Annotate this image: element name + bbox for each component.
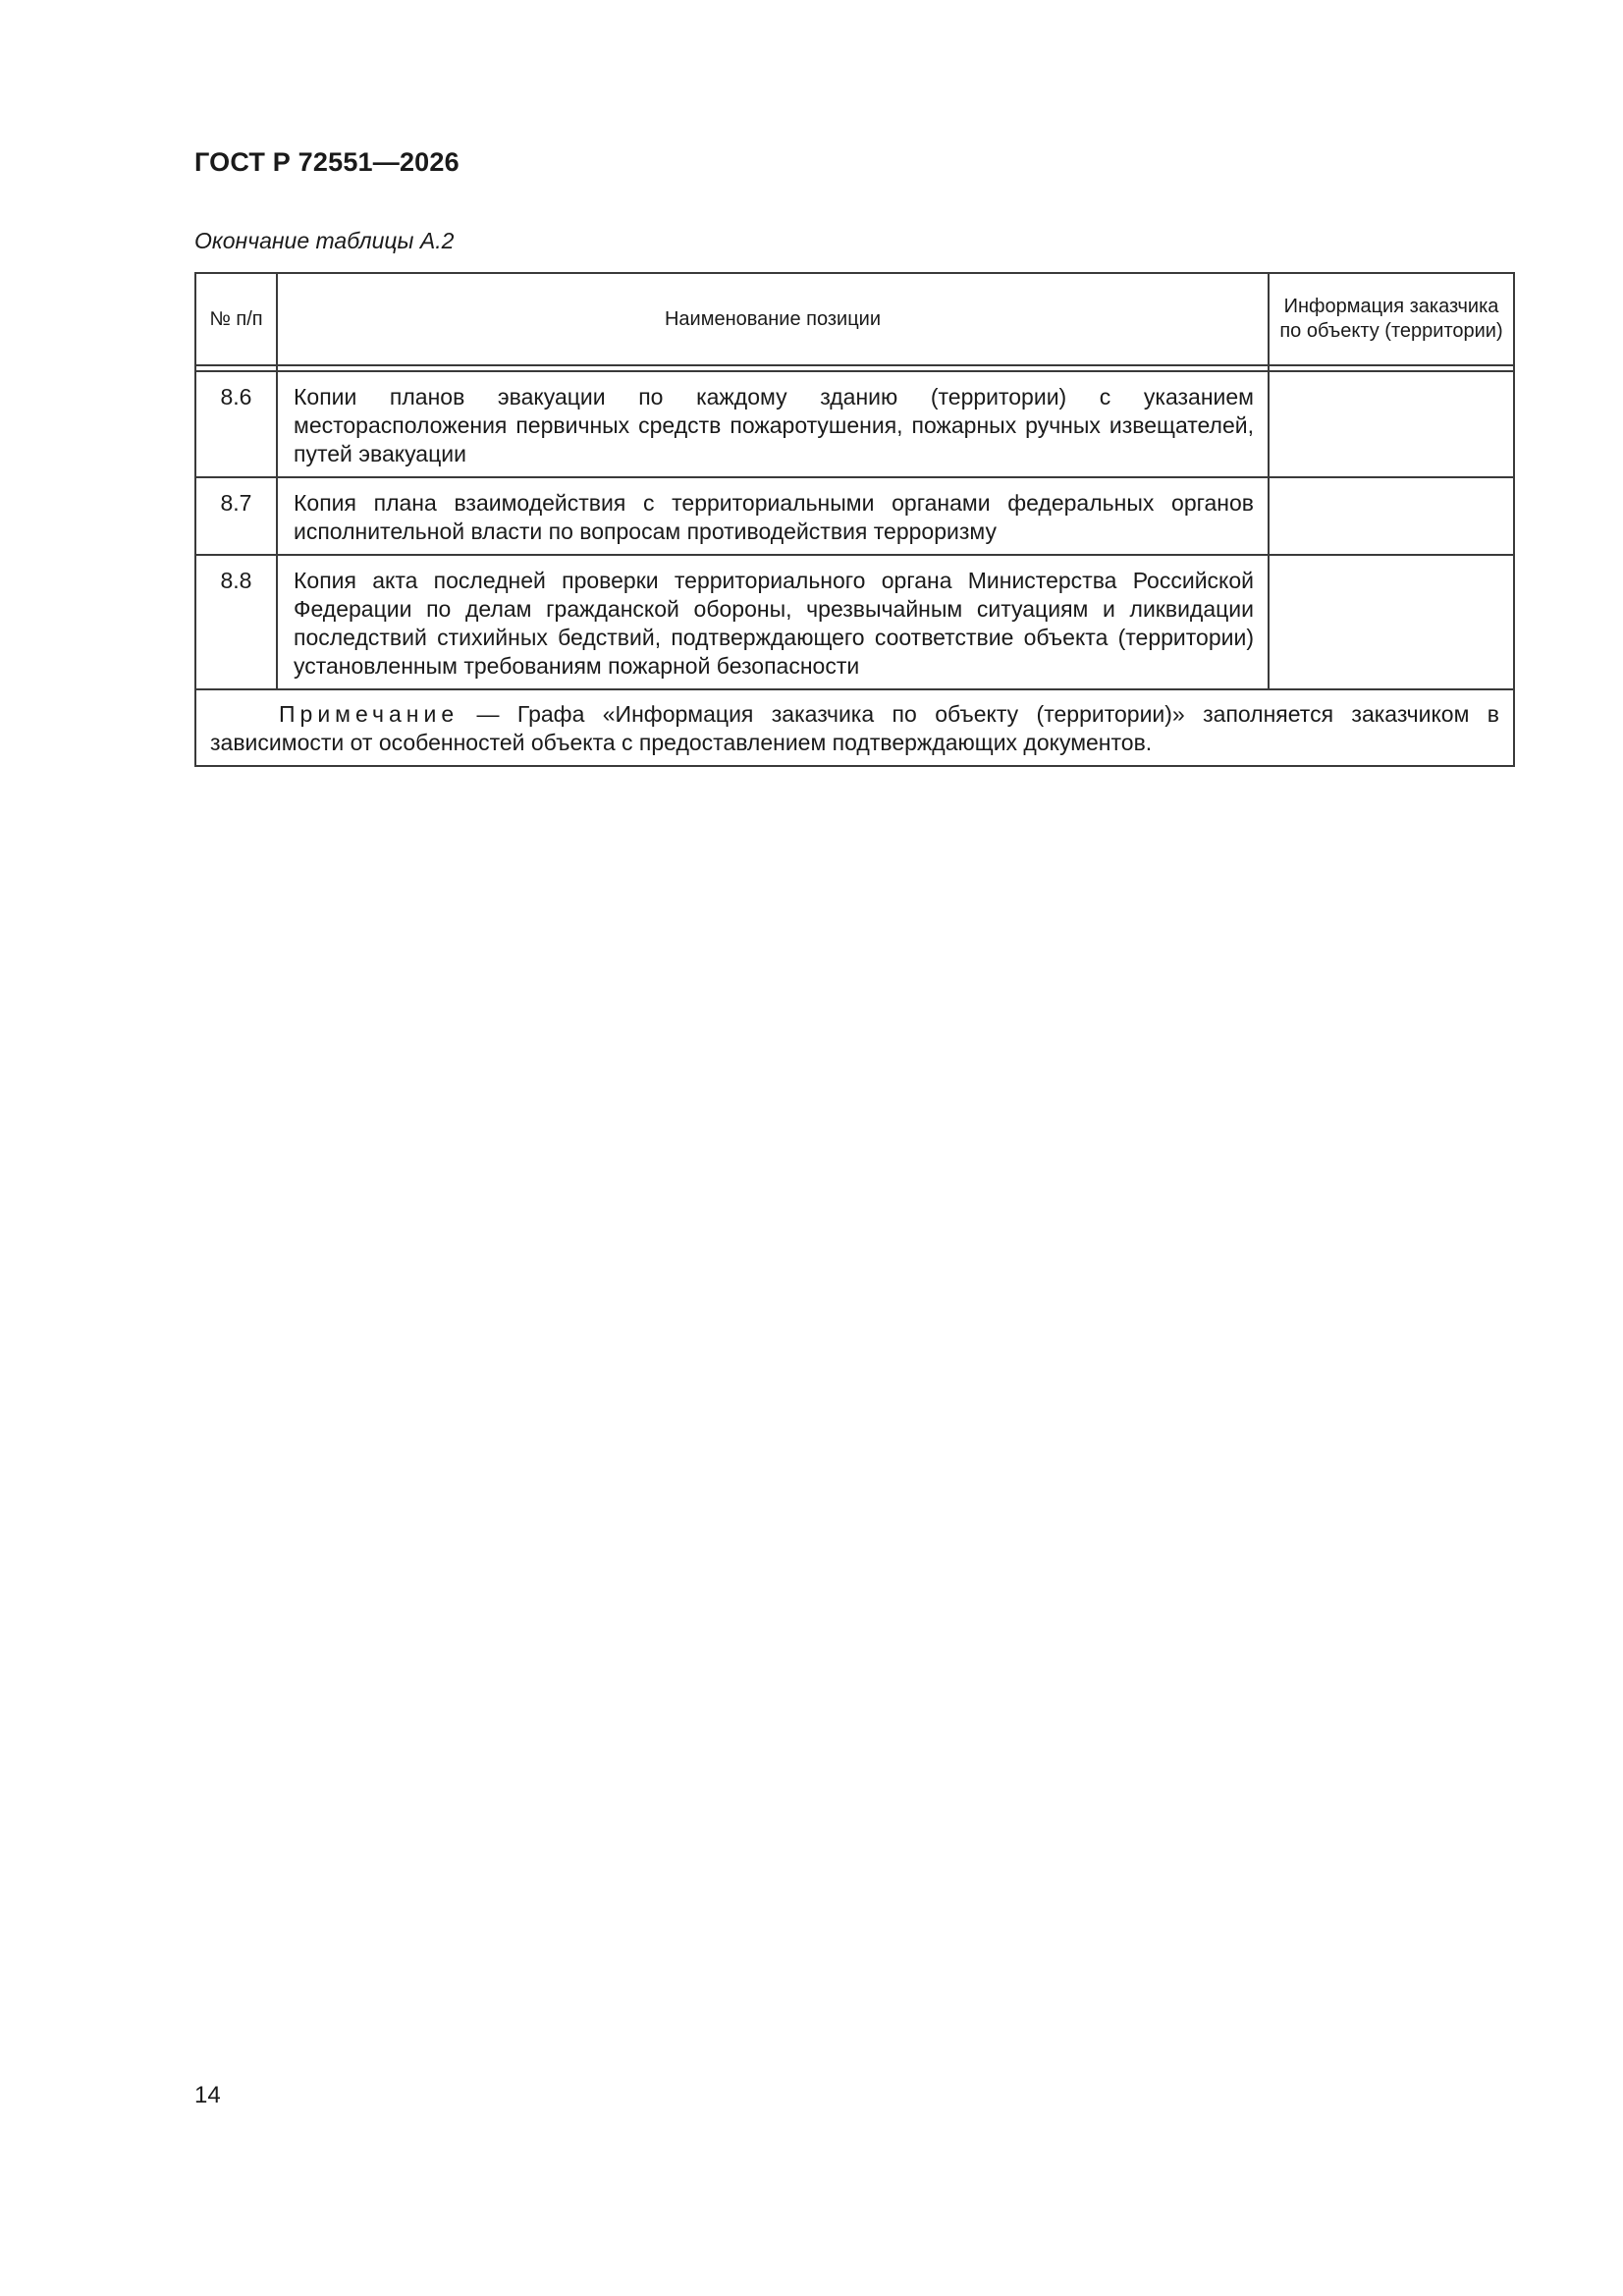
row-number: 8.6	[195, 371, 277, 477]
row-name: Копии планов эвакуации по каждому зданию (территории) с указанием месторасположения первичных средств пожаротушения, пожарных ручных извещателей, путей эвакуации	[277, 371, 1269, 477]
row-info	[1269, 555, 1514, 689]
page-number: 14	[194, 2082, 221, 2108]
table-note-row	[195, 689, 1514, 766]
row-info	[1269, 371, 1514, 477]
column-header-name: Наименование позиции	[277, 273, 1269, 365]
positions-table-container	[194, 272, 1513, 767]
document-standard-title: ГОСТ Р 72551—2026	[194, 147, 460, 177]
row-name: Копия акта последней проверки территориального органа Министерства Российской Федерации по делам гражданской обороны, чрезвычайным ситуациям и ликвидации последствий стихийных бедствий, подтверждающего соответствие объекта (территории) установленным требованиям пожарной безопасности	[277, 555, 1269, 689]
table-row	[195, 555, 1514, 689]
note-text: — Графа «Информация заказчика по объекту (территории)» заполняется заказчиком в зависимости от особенностей объекта с предоставлением подтверждающих документов.	[210, 701, 1499, 755]
table-note	[195, 689, 1514, 766]
positions-table	[194, 272, 1515, 767]
column-header-number: № п/п	[195, 273, 277, 365]
table-row	[195, 371, 1514, 477]
row-info	[1269, 477, 1514, 555]
row-number: 8.7	[195, 477, 277, 555]
row-name: Копия плана взаимодействия с территориальными органами федеральных органов исполнительной власти по вопросам противодействия терроризму	[277, 477, 1269, 555]
table-row	[195, 477, 1514, 555]
table-header-row	[195, 273, 1514, 365]
note-label: Примечание	[279, 701, 460, 727]
table-caption: Окончание таблицы А.2	[194, 228, 455, 253]
row-number: 8.8	[195, 555, 277, 689]
column-header-info: Информация заказчика по объекту (территории)	[1269, 273, 1514, 365]
